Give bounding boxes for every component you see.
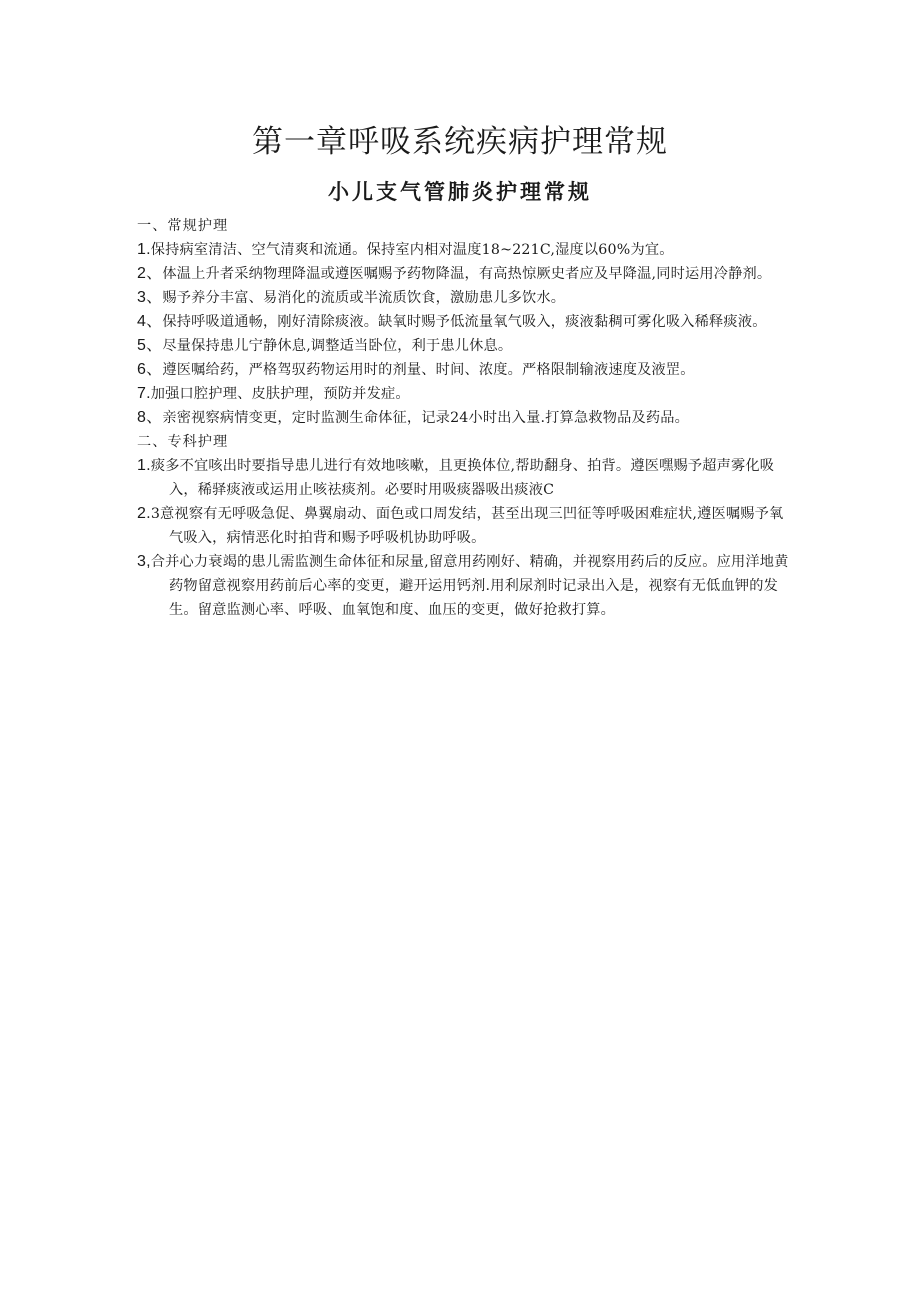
list-item: [137, 238, 797, 262]
item-text: 体温上升者采纳物理降温或遵医嘱赐予药物降温，有高热惊厥史者应及早降温,同时运用冷静剂。: [162, 266, 772, 282]
item-text: 合并心力衰竭的患儿需监测生命体征和尿量,留意用药刚好、精确，并视察用药后的反应。应用洋地黄药物留意视察用药前后心率的变更，避开运用钙剂.用利尿剂时记录出入是，视察有无低血钾的发生。留意监测心率、呼吸、血氧饱和度、血压的变更，做好抢救打算。: [150, 554, 789, 618]
item-number: 2: [137, 505, 147, 522]
list-item: [137, 502, 797, 550]
item-text: 保持病室清洁、空气清爽和流通。保持室内相对温度18~221C,湿度以60%为宜。: [150, 242, 674, 258]
chapter-title: 第一章呼吸系统疾病护理常规: [252, 124, 668, 160]
item-number: 8、: [137, 409, 163, 426]
section-title: 小儿支气管肺炎护理常规: [328, 180, 592, 204]
part1-heading: 一、常规护理: [137, 218, 229, 234]
item-text: 加强口腔护理、皮肤护理，预防并发症。: [150, 386, 410, 402]
list-item: [137, 406, 797, 430]
item-text: 遵医嘱给药，严格驾驭药物运用时的剂量、时间、浓度。严格限制输液速度及液罡。: [162, 362, 695, 378]
item-text: .痰多不宜咳出时要指导患儿进行有效地咳嗽，且更换体位,帮助翻身、拍背。遵医嘿赐予超声雾化吸入，稀驿痰液或运用止咳祛痰剂。必要时用吸痰器吸出痰液C: [146, 458, 775, 498]
part2-heading: 二、专科护理: [137, 434, 229, 450]
list-item: [137, 454, 797, 502]
list-item: [137, 358, 797, 382]
item-text: 亲密视察病情变更，定时监测生命体征，记录24小时出入量.打算急救物品及药品。: [162, 410, 690, 426]
list-item: [137, 286, 797, 310]
item-number: 1: [137, 457, 147, 474]
item-number: 5、: [137, 337, 163, 354]
list-item: [137, 262, 797, 286]
list-item: [137, 382, 797, 406]
item-text: 保持呼吸道通畅，刚好清除痰液。缺氧时赐予低流量氧气吸入，痰液黏稠可雾化吸入稀释痰液。: [162, 314, 767, 330]
item-number: 2、: [137, 265, 163, 282]
item-number: 3、: [137, 289, 163, 306]
item-number: 1.: [137, 241, 151, 258]
item-number: 4、: [137, 313, 163, 330]
item-text: 赐予养分丰富、易消化的流质或半流质饮食，激励患儿多饮水。: [162, 290, 566, 306]
item-text: .3意视察有无呼吸急促、鼻翼扇动、面色或口周发结，甚至出现三凹征等呼吸困难症状,遵医嘱赐予氧气吸入，病情恶化时拍背和赐予呼吸机协助呼吸。: [146, 506, 784, 546]
item-number: 3,: [137, 553, 151, 570]
list-item: [137, 310, 797, 334]
document-body: [137, 214, 797, 622]
item-number: 7.: [137, 385, 151, 402]
list-item: [137, 550, 797, 622]
item-number: 6、: [137, 361, 163, 378]
item-text: 尽量保持患儿宁静休息,调整适当卧位，利于患儿休息。: [162, 338, 513, 354]
list-item: [137, 334, 797, 358]
